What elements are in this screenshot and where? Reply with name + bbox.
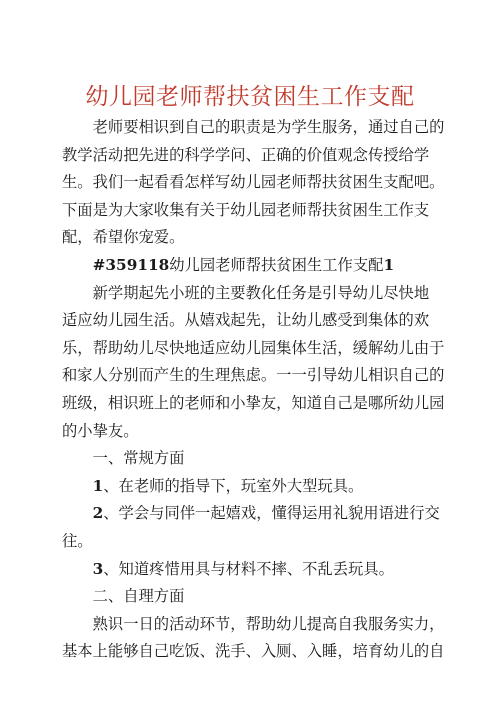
selfcare-paragraph: 熟识一日的活动环节，帮助幼儿提高自我服务实力，基本上能够自己吃饭、洗手、入厕、入睡，培育幼儿的自	[62, 614, 445, 661]
list-item-text: 、学会与同伴一起嬉戏，懂得运用礼貌用语进行交往。	[62, 504, 440, 550]
document-body	[62, 114, 448, 666]
document-title: 幼儿园老师帮扶贫困生工作支配	[85, 84, 415, 110]
list-item-number: 1	[92, 476, 104, 495]
section-title-selfcare: 二、自理方面	[92, 587, 185, 606]
heading-text: 幼儿园老师帮扶贫困生工作支配	[169, 255, 384, 274]
paragraph-first-line: 新学期起先小班的主要教化任务是引导幼儿尽快地	[92, 283, 430, 302]
heading-suffix: 1	[383, 255, 395, 274]
list-item-text: 、在老师的指导下，玩室外大型玩具。	[103, 476, 364, 495]
paragraph-continuation: 适应幼儿园生活。从嬉戏起先，让幼儿感受到集体的欢乐，帮助幼儿尽快地适应幼儿园集体生活，缓解幼儿由于和家人分别而产生的生理焦虑。一一引导幼儿相识自己的班级，相识班上的老师和小挚友，知道自己是哪所幼儿园的小挚友。	[62, 311, 445, 440]
list-item	[62, 556, 448, 584]
list-item-number: 3	[92, 559, 104, 578]
section-heading	[62, 252, 448, 280]
heading-number: #359118	[92, 255, 170, 274]
list-item	[62, 473, 448, 501]
section-title-routine: 一、常规方面	[92, 449, 185, 468]
list-item-number: 2	[92, 504, 104, 523]
list-item-text: 、知道疼惜用具与材料不摔、不乱丢玩具。	[103, 559, 394, 578]
list-item	[62, 500, 448, 555]
intro-paragraph: 老师要相识到自己的职责是为学生服务，通过自己的教学活动把先进的科学学问、正确的价值观念传授给学生。我们一起看看怎样写幼儿园老师帮扶贫困生支配吧。下面是为大家收集有关于幼儿园老师帮扶贫困生工作支配，希望你宠爱。	[62, 118, 445, 247]
